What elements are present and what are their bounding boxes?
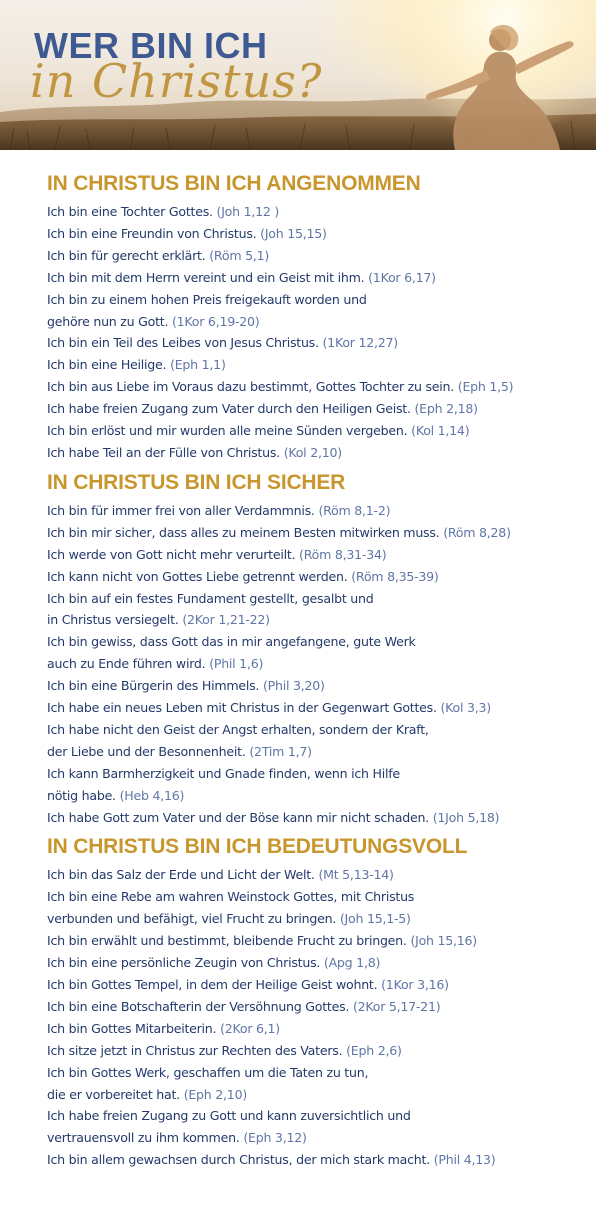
- statement-text: Ich werde von Gott nicht mehr verurteilt.: [47, 546, 296, 562]
- statement-line: [47, 653, 567, 675]
- bible-reference: (Röm 8,1-2): [318, 502, 391, 518]
- statement-text: Ich bin erlöst und mir wurden alle meine Sünden vergeben.: [47, 423, 408, 439]
- statement-text: Ich kann nicht von Gottes Liebe getrennt werden.: [47, 568, 348, 584]
- section-heading: IN CHRISTUS BIN ICH ANGENOMMEN: [47, 172, 421, 195]
- statement-line: [47, 588, 567, 610]
- bible-reference: (Eph 2,6): [346, 1042, 402, 1058]
- bible-reference: (2Kor 5,17-21): [352, 998, 441, 1014]
- statement-line: [47, 311, 567, 333]
- statement-text: Ich kann Barmherzigkeit und Gnade finden, wenn ich Hilfe: [47, 765, 400, 781]
- bible-reference: (1Kor 3,16): [381, 977, 449, 992]
- bible-reference: (Röm 5,1): [209, 247, 270, 263]
- statement-line: [47, 420, 567, 442]
- bible-reference: (1Kor 6,17): [368, 269, 436, 285]
- statement-line: [47, 719, 567, 741]
- statement-text: Ich habe freien Zugang zum Vater durch den Heiligen Geist.: [47, 401, 411, 417]
- statement-line: [47, 566, 567, 588]
- statement-line: [47, 223, 567, 245]
- statement-line: [47, 631, 567, 653]
- statement-text: Ich habe Teil an der Fülle von Christus.: [47, 444, 280, 460]
- statement-line: [47, 974, 567, 996]
- bible-reference: (1Kor 12,27): [322, 335, 398, 351]
- bible-reference: (1Joh 5,18): [432, 809, 500, 825]
- bible-reference: (Röm 8,28): [443, 524, 511, 540]
- statement-text: Ich bin eine Rebe am wahren Weinstock Gottes, mit Christus: [47, 889, 415, 905]
- statement-text: vertrauensvoll zu ihm kommen.: [47, 1130, 240, 1146]
- statement-line: [47, 544, 567, 566]
- bible-reference: (Kol 3,3): [440, 700, 491, 716]
- statement-text: Ich bin mir sicher, dass alles zu meinem Besten mitwirken muss.: [47, 524, 440, 540]
- bible-reference: (2Kor 1,21-22): [182, 612, 270, 628]
- statement-line: [47, 807, 567, 829]
- statement-line: [47, 332, 567, 354]
- statement-line: [47, 500, 567, 522]
- statement-line: [47, 354, 567, 376]
- statement-text: auch zu Ende führen wird.: [47, 656, 206, 672]
- statement-line: [47, 996, 567, 1018]
- statement-text: Ich bin ein Teil des Leibes von Jesus Christus.: [47, 335, 319, 351]
- statement-line: [47, 245, 567, 267]
- statement-line: [47, 289, 567, 311]
- statement-text: Ich bin allem gewachsen durch Christus, der mich stark macht.: [47, 1152, 430, 1168]
- statement-text: Ich bin Gottes Werk, geschaffen um die Taten zu tun,: [47, 1064, 369, 1080]
- statement-line: [47, 1105, 567, 1127]
- statement-text: Ich bin mit dem Herrn vereint und ein Geist mit ihm.: [47, 269, 365, 285]
- statement-line: [47, 785, 567, 807]
- statement-line: [47, 930, 567, 952]
- statement-line: [47, 267, 567, 289]
- bible-reference: (Kol 2,10): [283, 444, 342, 460]
- bible-reference: (1Kor 6,19-20): [171, 313, 260, 329]
- statement-text: Ich bin zu einem hohen Preis freigekauft worden und: [47, 291, 367, 307]
- section: [47, 170, 567, 464]
- statement-text: Ich bin Gottes Tempel, in dem der Heilige Geist wohnt.: [47, 977, 378, 992]
- bible-reference: (Joh 15,16): [410, 933, 477, 949]
- statement-text: Ich bin eine Tochter Gottes.: [47, 204, 213, 219]
- bible-reference: (Röm 8,35-39): [351, 568, 439, 584]
- statement-line: [47, 1062, 567, 1084]
- content: [47, 170, 567, 1176]
- section-heading: IN CHRISTUS BIN ICH SICHER: [47, 470, 346, 494]
- bible-reference: (Eph 3,12): [243, 1130, 307, 1146]
- statement-text: Ich bin eine persönliche Zeugin von Christus.: [47, 955, 321, 971]
- statement-line: [47, 675, 567, 697]
- statement-line: [47, 398, 567, 420]
- bible-reference: (Eph 1,5): [457, 379, 514, 395]
- statement-line: [47, 1127, 567, 1149]
- statement-text: Ich bin Gottes Mitarbeiterin.: [47, 1020, 217, 1036]
- bible-reference: (2Tim 1,7): [249, 743, 312, 759]
- statement-text: Ich bin eine Botschafterin der Versöhnung Gottes.: [47, 998, 350, 1014]
- bible-reference: (Mt 5,13-14): [318, 867, 394, 883]
- statement-line: [47, 201, 567, 223]
- bible-reference: (Joh 15,1-5): [339, 911, 411, 927]
- bible-reference: (Joh 1,12 ): [216, 204, 280, 219]
- statement-text: Ich habe freien Zugang zu Gott und kann zuversichtlich und: [47, 1108, 411, 1124]
- statement-line: [47, 1018, 567, 1040]
- bible-reference: (Phil 1,6): [209, 656, 264, 672]
- statement-text: Ich bin das Salz der Erde und Licht der Welt.: [47, 867, 315, 883]
- statement-text: Ich bin aus Liebe im Voraus dazu bestimmt, Gottes Tochter zu sein.: [47, 379, 455, 395]
- statement-text: Ich habe nicht den Geist der Angst erhalten, sondern der Kraft,: [47, 721, 429, 737]
- statement-text: die er vorbereitet hat.: [47, 1086, 180, 1102]
- statement-line: [47, 697, 567, 719]
- section: [47, 469, 567, 829]
- statement-text: nötig habe.: [47, 787, 116, 803]
- bible-reference: (Röm 8,31-34): [299, 546, 387, 562]
- statement-line: [47, 886, 567, 908]
- header-banner: [0, 0, 596, 150]
- statement-line: [47, 1149, 567, 1171]
- bible-reference: (Apg 1,8): [323, 955, 381, 971]
- bible-reference: (Heb 4,16): [119, 787, 185, 803]
- bible-reference: (Eph 1,1): [170, 357, 226, 373]
- bible-reference: (Phil 3,20): [262, 678, 325, 694]
- bible-reference: (Joh 15,15): [260, 225, 327, 241]
- section-heading: IN CHRISTUS BIN ICH BEDEUTUNGSVOLL: [47, 835, 468, 859]
- statement-text: Ich bin erwählt und bestimmt, bleibende Frucht zu bringen.: [47, 933, 407, 949]
- statement-line: [47, 908, 567, 930]
- statement-text: Ich bin eine Freundin von Christus.: [47, 225, 257, 241]
- statement-text: in Christus versiegelt.: [47, 612, 179, 628]
- statement-line: [47, 522, 567, 544]
- statement-line: [47, 1084, 567, 1106]
- page-title: WER BIN ICH: [34, 25, 268, 66]
- statement-text: Ich habe ein neues Leben mit Christus in der Gegenwart Gottes.: [47, 700, 437, 716]
- statement-text: Ich habe Gott zum Vater und der Böse kann mir nicht schaden.: [47, 809, 429, 825]
- page-subtitle-script: in Christus?: [30, 54, 323, 108]
- statement-text: gehöre nun zu Gott.: [47, 313, 169, 329]
- statement-line: [47, 763, 567, 785]
- statement-line: [47, 609, 567, 631]
- bible-reference: (Kol 1,14): [411, 423, 470, 439]
- statement-text: verbunden und befähigt, viel Frucht zu bringen.: [47, 911, 337, 927]
- statement-line: [47, 864, 567, 886]
- statement-line: [47, 1040, 567, 1062]
- statement-text: Ich sitze jetzt in Christus zur Rechten des Vaters.: [47, 1042, 343, 1058]
- statement-text: Ich bin für immer frei von aller Verdammnis.: [47, 502, 315, 518]
- statement-line: [47, 952, 567, 974]
- statement-text: der Liebe und der Besonnenheit.: [47, 743, 246, 759]
- statement-line: [47, 442, 567, 464]
- statement-text: Ich bin eine Bürgerin des Himmels.: [47, 678, 260, 694]
- bible-reference: (Eph 2,18): [414, 401, 478, 417]
- statement-line: [47, 376, 567, 398]
- statement-text: Ich bin für gerecht erklärt.: [47, 247, 206, 263]
- statement-line: [47, 741, 567, 763]
- section: [47, 833, 567, 1171]
- bible-reference: (Phil 4,13): [433, 1152, 496, 1168]
- bible-reference: (Eph 2,10): [183, 1086, 247, 1102]
- bible-reference: (2Kor 6,1): [220, 1020, 280, 1036]
- statement-text: Ich bin auf ein festes Fundament gestellt, gesalbt und: [47, 590, 374, 606]
- statement-text: Ich bin gewiss, dass Gott das in mir angefangene, gute Werk: [47, 634, 416, 650]
- statement-text: Ich bin eine Heilige.: [47, 357, 167, 373]
